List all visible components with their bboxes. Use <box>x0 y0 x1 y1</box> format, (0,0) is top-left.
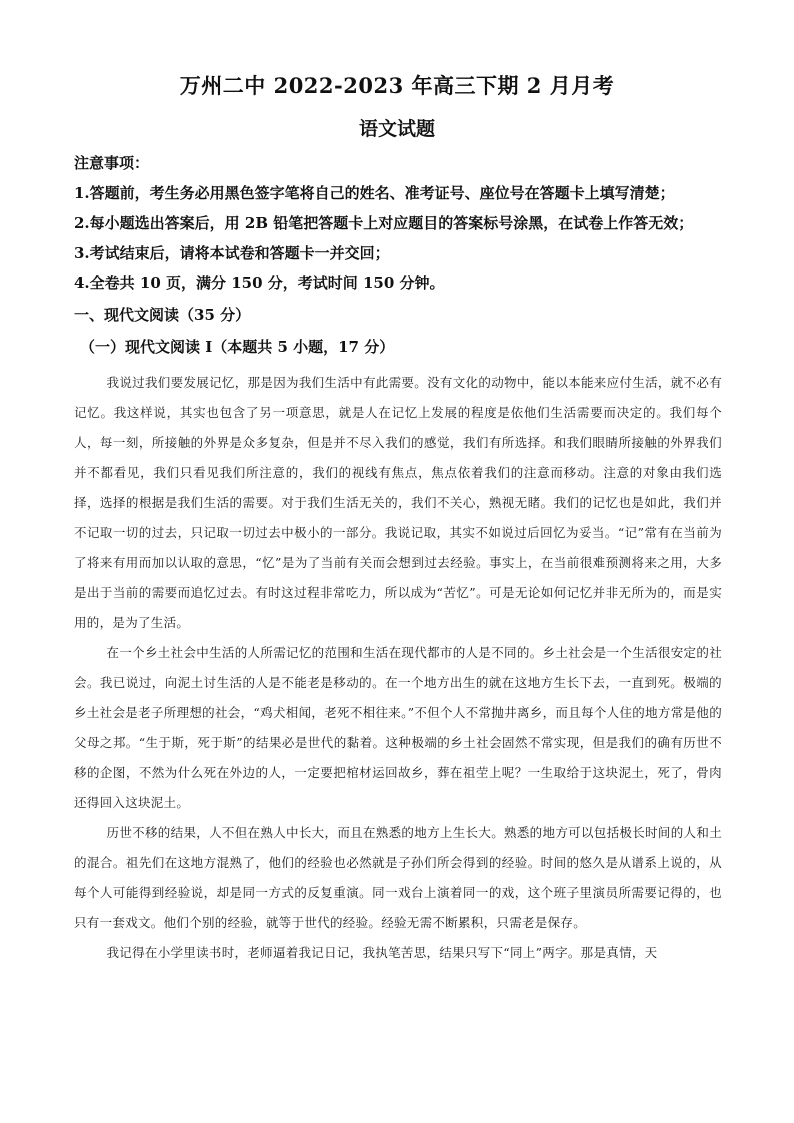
exam-title: 万州二中 2022-2023 年高三下期 2 月月考 <box>179 73 615 98</box>
notice-item: 2.每小题选出答案后，用 2B 铅笔把答题卡上对应题目的答案标号涂黑，在试卷上作答无效； <box>74 214 694 232</box>
reading-passage <box>74 368 722 968</box>
passage-paragraph: 我说过我们要发展记忆，那是因为我们生活中有此需要。没有文化的动物中，能以本能来应付生活，就不必有记忆。我这样说，其实也包含了另一项意思，就是人在记忆上发展的程度是依他们生活需要而决定的。我们每个人，每一刻，所接触的外界是众多复杂，但是并不尽入我们的感觉，我们有所选择。和我们眼睛所接触的外界我们并不都看见，我们只看见我们所注意的，我们的视线有焦点，焦点依着我们的注意而移动。注意的对象由我们选择，选择的根据是我们生活的需要。对于我们生活无关的，我们不关心，熟视无睹。我们的记忆也是如此，我们并不记取一切的过去，只记取一切过去中极小的一部分。我说记取，其实不如说过后回忆为妥当。“记”常有在当前为了将来有用而加以认取的意思，“忆”是为了当前有关而会想到过去经验。事实上，在当前很难预测将来之用，大多是出于当前的需要而追忆过去。有时这过程非常吃力，所以成为“苦忆”。可是无论如何记忆并非无所为的，而是实用的，是为了生活。 <box>74 375 722 630</box>
section-heading-reading-1: （一）现代文阅读 I（本题共 5 小题，17 分） <box>80 338 395 356</box>
section-heading-part1: 一、现代文阅读（35 分） <box>74 306 251 324</box>
notices-block <box>74 148 724 298</box>
passage-paragraph: 我记得在小学里读书时，老师逼着我记日记，我执笔苦思，结果只写下“同上”两字。那是真情，天 <box>106 945 658 960</box>
exam-subtitle: 语文试题 <box>358 118 435 140</box>
passage-paragraph: 历世不移的结果，人不但在熟人中长大，而且在熟悉的地方上生长大。熟悉的地方可以包括极长时间的人和土的混合。祖先们在这地方混熟了，他们的经验也必然就是子孙们所会得到的经验。时间的悠久是从谱系上说的，从每个人可能得到经验说，却是同一方式的反复重演。同一戏台上演着同一的戏，这个班子里演员所需要记得的，也只有一套戏文。他们个别的经验，就等于世代的经验。经验无需不断累积，只需老是保存。 <box>74 825 722 930</box>
notice-item: 3.考试结束后，请将本试卷和答题卡一并交回； <box>74 244 390 262</box>
notice-item: 1.答题前，考生务必用黑色签字笔将自己的姓名、准考证号、座位号在答题卡上填写清楚； <box>74 184 675 202</box>
notice-item: 4.全卷共 10 页，满分 150 分，考试时间 150 分钟。 <box>74 274 445 292</box>
passage-paragraph: 在一个乡土社会中生活的人所需记忆的范围和生活在现代都市的人是不同的。乡土社会是一个生活很安定的社会。我已说过，向泥土讨生活的人是不能老是移动的。在一个地方出生的就在这地方生长下去，一直到死。极端的乡土社会是老子所理想的社会，“鸡犬相闻，老死不相往来。”不但个人不常抛井离乡，而且每个人住的地方常是他的父母之邦。“生于斯，死于斯”的结果必是世代的黏着。这种极端的乡土社会固然不常实现，但是我们的确有历世不移的企图，不然为什么死在外边的人，一定要把棺材运回故乡，葬在祖茔上呢？一生取给于这块泥土，死了，骨肉还得回入这块泥土。 <box>74 645 722 810</box>
notices-heading: 注意事项： <box>74 154 150 172</box>
